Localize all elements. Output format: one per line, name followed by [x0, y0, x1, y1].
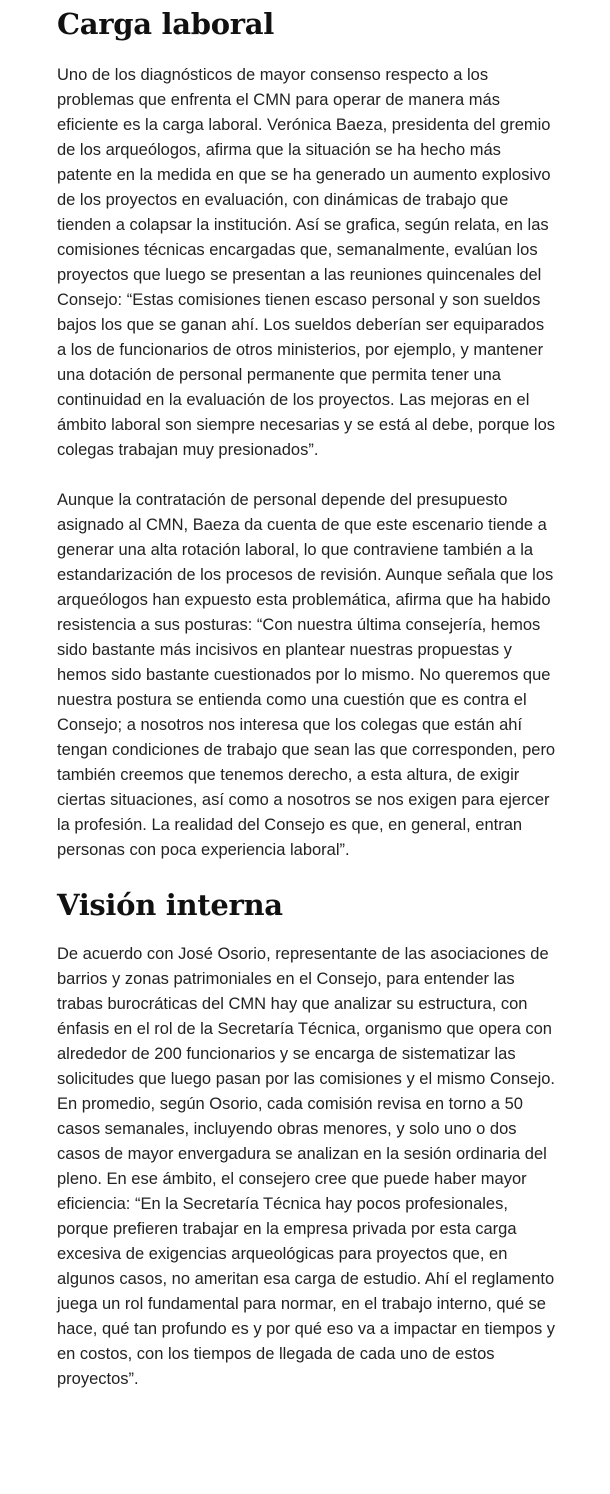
paragraph-carga-2: Aunque la contratación de personal depende del presupuesto asignado al CMN, Baeza da cuenta de que este escenario tiende a generar una alta rotación laboral, lo que contraviene también a la estandarización de los procesos de revisión. Aunque señala que los arqueólogos han expuesto esta problemática, afirma que ha habido resistencia a sus posturas: “Con nuestra última consejería, hemos sido bastante más incisivos en plantear nuestras propuestas y hemos sido bastante cuestionados por lo mismo. No queremos que nuestra postura se entienda como una cuestión que es contra el Consejo; a nosotros nos interesa que los colegas que están ahí tengan condiciones de trabajo que sean las que corresponden, pero también creemos que tenemos derecho, a esta altura, de exigir ciertas situaciones, así como a nosotros se nos exigen para ejercer la profesión. La realidad del Consejo es que, en general, entran personas con poca experiencia laboral”. — [57, 491, 556, 859]
section-heading-carga-laboral: Carga laboral — [57, 7, 274, 41]
paragraph-carga-1: Uno de los diagnósticos de mayor consenso respecto a los problemas que enfrenta el CMN para operar de manera más eficiente es la carga laboral. Verónica Baeza, presidenta del gremio de los arqueólogos, afirma que la situación se ha hecho más patente en la medida en que se ha generado un aumento explosivo de los proyectos en evaluación, con dinámicas de trabajo que tienden a colapsar la institución. Así se grafica, según relata, en las comisiones técnicas encargadas que, semanalmente, evalúan los proyectos que luego se presentan a las reuniones quincenales del Consejo: “Estas comisiones tienen escaso personal y son sueldos bajos los que se ganan ahí. Los sueldos deberían ser equiparados a los de funcionarios de otros ministerios, por ejemplo, y mantener una dotación de personal permanente que permita tener una continuidad en la evaluación de los proyectos. Las mejoras en el ámbito laboral son siempre necesarias y se está al debe, porque los colegas trabajan muy presionados”. — [57, 66, 556, 459]
article-body — [57, 0, 557, 1417]
paragraph-vision-1: De acuerdo con José Osorio, representante de las asociaciones de barrios y zonas patrimoniales en el Consejo, para entender las trabas burocráticas del CMN hay que analizar su estructura, con énfasis en el rol de la Secretaría Técnica, organismo que opera con alrededor de 200 funcionarios y se encarga de sistematizar las solicitudes que luego pasan por las comisiones y el mismo Consejo. En promedio, según Osorio, cada comisión revisa en torno a 50 casos semanales, incluyendo obras menores, y solo uno o dos casos de mayor envergadura se analizan en la sesión ordinaria del pleno. En ese ámbito, el consejero cree que puede haber mayor eficiencia: “En la Secretaría Técnica hay pocos profesionales, porque prefieren trabajar en la empresa privada por esta carga excesiva de exigencias arqueológicas para proyectos que, en algunos casos, no ameritan esa carga de estudio. Ahí el reglamento juega un rol fundamental para normar, en el trabajo interno, qué se hace, qué tan profundo es y por qué eso va a impactar en tiempos y en costos, con los tiempos de llegada de cada uno de estos proyectos”. — [57, 945, 556, 1388]
section-heading-vision-interna: Visión interna — [57, 888, 283, 922]
